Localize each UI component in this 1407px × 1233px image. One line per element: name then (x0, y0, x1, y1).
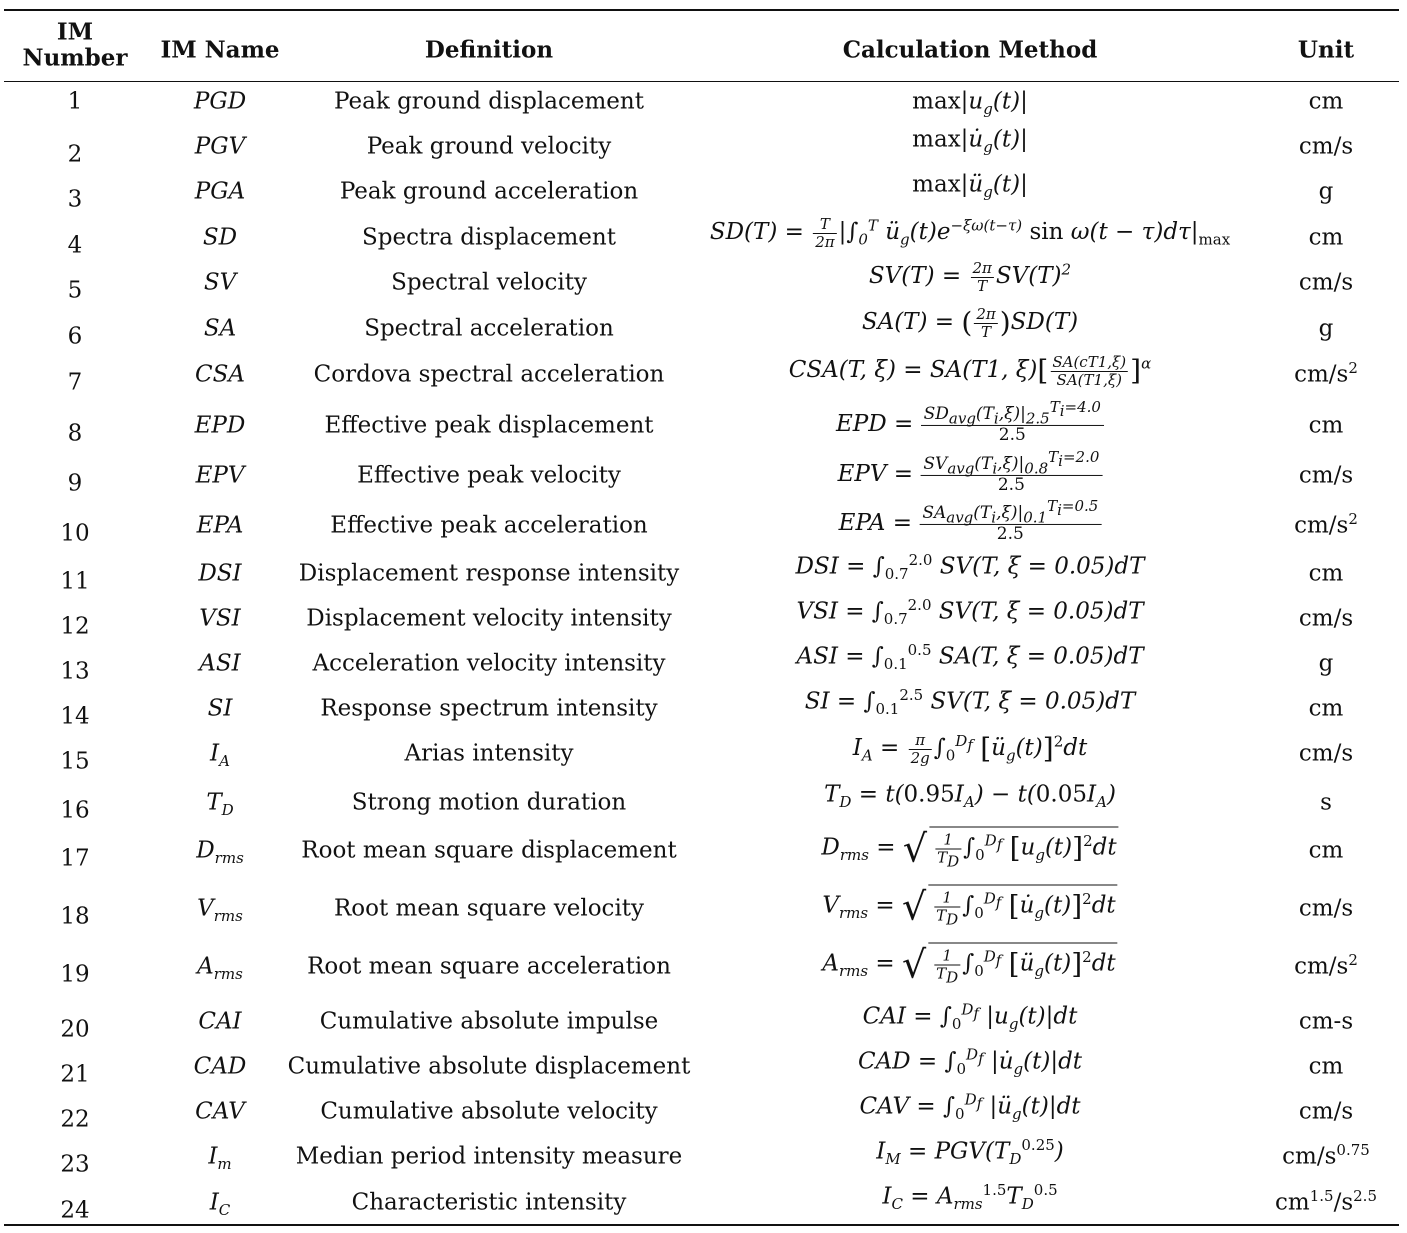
im-name: CAV (195, 1098, 245, 1125)
im-definition: Cumulative absolute velocity (320, 1098, 658, 1125)
formula-19: $A_{rms}$ = √ $\frac{1}{T_D}$ $\int_0^{D_f}$ $[ü_g(t)]^2dt$ (822, 942, 1116, 987)
im-name: SA (203, 315, 237, 342)
im-unit: cm (1308, 412, 1344, 439)
im-number: 16 (60, 797, 90, 824)
header-unit: Unit (1297, 36, 1355, 64)
im-name: PGV (194, 133, 246, 160)
im-unit: cm (1308, 224, 1344, 251)
im-unit: cm (1308, 1053, 1344, 1080)
formula-2: $\max|u̇_g(t)|$ (912, 126, 1028, 157)
im-definition: Root mean square displacement (301, 837, 677, 864)
im-name: $I_A$ (210, 740, 230, 771)
formula-5: SV(T) = $\frac{2\pi}{T}$ $SV(T)^2$ (868, 259, 1072, 295)
im-name: $T_D$ (206, 789, 234, 820)
im-name: CSA (195, 361, 245, 388)
formula-14: SI = $\int_{0.1}^{2.5}$ SV(T, ξ = 0.05)dT (804, 685, 1136, 719)
im-name: EPV (195, 462, 245, 489)
im-unit: cm/s (1298, 605, 1354, 632)
im-definition: Peak ground velocity (366, 133, 612, 160)
im-definition: Cumulative absolute impulse (319, 1008, 659, 1035)
im-definition: Displacement response intensity (298, 560, 680, 587)
im-name: SD (202, 224, 238, 251)
im-number: 23 (60, 1151, 90, 1178)
im-unit: $cm^{1.5}/s^{2.5}$ (1275, 1186, 1377, 1216)
formula-23: $I_M = PGV(T_D^{0.25})$ (876, 1135, 1064, 1169)
im-number: 1 (67, 88, 83, 115)
im-unit: cm/s (1298, 462, 1354, 489)
im-number: 5 (67, 277, 83, 304)
im-name: PGD (193, 88, 247, 115)
formula-22: CAV = $\int_0^{D_f}$ $|ü_g(t)|dt$ (859, 1090, 1081, 1124)
header-im-number (23, 20, 128, 73)
im-definition: Root mean square velocity (333, 895, 645, 922)
im-unit: cm/s (1298, 895, 1354, 922)
im-name: VSI (199, 605, 241, 632)
im-unit: cm/s (1298, 740, 1354, 767)
im-definition: Effective peak velocity (357, 462, 621, 489)
im-definition: Cumulative absolute displacement (287, 1053, 691, 1080)
formula-15: $I_A$ = $\frac{\pi}{2g}$ $\int_0^{D_f}$ $[ü_g(t)]^2dt$ (852, 731, 1088, 767)
im-definition: Characteristic intensity (351, 1189, 627, 1216)
im-unit: cm (1308, 695, 1344, 722)
formula-4: SD(T) = $\frac{T}{2\pi}$ $|\int_0^T$ $ü_g(t)e^{-\xi\omega(t-\tau)}$ $\sin \omega(t - \tau)d\tau|_{max}$ (709, 215, 1231, 251)
im-definition: Median period intensity measure (295, 1143, 683, 1170)
im-name: CAD (193, 1053, 247, 1080)
formula-8: EPD = $SD_{avg}(T_i,\xi)|_{2.5}^{T_i=4.0}$ 2.5 (836, 405, 1104, 445)
im-name: DSI (198, 560, 242, 587)
im-number: 2 (67, 141, 83, 168)
im-name: EPD (194, 412, 246, 439)
im-unit: cm/s (1298, 269, 1354, 296)
im-definition: Acceleration velocity intensity (312, 650, 666, 677)
formula-18: $V_{rms}$ = √ $\frac{1}{T_D}$ $\int_0^{D_f}$ $[u̇_g(t)]^2dt$ (822, 884, 1116, 929)
bottom-rule (4, 1224, 1399, 1226)
im-number: 22 (60, 1106, 90, 1133)
im-name: PGA (194, 178, 246, 205)
header-im-number-line2: Number (22, 45, 128, 72)
im-unit: $cm/s^2$ (1294, 358, 1358, 388)
im-number: 7 (67, 369, 83, 396)
formula-1: $\max|u_g(t)|$ (912, 88, 1028, 119)
formula-16: $T_D = t(0.95I_A) - t(0.05I_A)$ (824, 781, 1116, 812)
im-number: 20 (60, 1016, 90, 1043)
im-definition: Spectral velocity (391, 269, 587, 296)
im-definition: Effective peak acceleration (330, 512, 648, 539)
im-unit: $cm/s^2$ (1294, 950, 1358, 980)
im-number: 19 (60, 961, 90, 988)
im-definition: Peak ground displacement (334, 88, 644, 115)
formula-10: EPA = $SA_{avg}(T_i,\xi)|_{0.1}^{T_i=0.5}$ 2.5 (839, 504, 1102, 544)
im-name: SI (207, 695, 233, 722)
formula-11: DSI = $\int_{0.7}^{2.0}$ SV(T, ξ = 0.05)dT (795, 550, 1145, 584)
formula-12: VSI = $\int_{0.7}^{2.0}$ SV(T, ξ = 0.05)dT (796, 595, 1144, 629)
formula-13: ASI = $\int_{0.1}^{0.5}$ SA(T, ξ = 0.05)dT (796, 640, 1144, 674)
im-definition: Cordova spectral acceleration (313, 361, 665, 388)
im-number: 18 (60, 903, 90, 930)
im-unit: cm/s (1298, 133, 1354, 160)
im-definition: Spectral acceleration (364, 315, 614, 342)
im-number: 9 (67, 470, 83, 497)
im-definition: Strong motion duration (351, 789, 627, 816)
top-rule (4, 9, 1399, 11)
im-number: 12 (60, 613, 90, 640)
im-number: 3 (67, 186, 83, 213)
im-name: SV (203, 269, 237, 296)
im-name: $D_{rms}$ (196, 837, 244, 868)
im-number: 4 (67, 232, 83, 259)
im-unit: s (1320, 789, 1332, 816)
im-unit: $cm/s^{0.75}$ (1282, 1140, 1370, 1170)
formula-3: $\max|ü_g(t)|$ (912, 171, 1028, 202)
im-unit: cm/s (1298, 1098, 1354, 1125)
formula-24: $I_C = A_{rms}^{1.5}T_D^{0.5}$ (882, 1180, 1058, 1214)
im-unit: g (1318, 650, 1334, 677)
im-definition: Response spectrum intensity (320, 695, 658, 722)
header-im-number-line1: IM (56, 18, 94, 46)
formula-17: $D_{rms}$ = √ $\frac{1}{T_D}$ $\int_0^{D_f}$ $[u_g(t)]^2dt$ (821, 826, 1117, 871)
im-name: EPA (196, 512, 244, 539)
formula-20: CAI = $\int_0^{D_f}$ $|u_g(t)|dt$ (862, 1000, 1078, 1034)
im-number: 15 (60, 748, 90, 775)
im-definition: Peak ground acceleration (339, 178, 639, 205)
im-name: $A_{rms}$ (197, 953, 243, 984)
im-name: CAI (198, 1008, 242, 1035)
im-definition: Displacement velocity intensity (306, 605, 672, 632)
im-number: 21 (60, 1061, 90, 1088)
im-unit: cm-s (1298, 1008, 1354, 1035)
im-unit: g (1318, 315, 1334, 342)
im-number: 10 (60, 520, 90, 547)
im-number: 14 (60, 703, 90, 730)
im-number: 6 (67, 323, 83, 350)
header-im-name: IM Name (160, 36, 280, 64)
formula-9: EPV = $SV_{avg}(T_i,\xi)|_{0.8}^{T_i=2.0}$ 2.5 (838, 455, 1103, 495)
header-calculation-method: Calculation Method (842, 36, 1098, 64)
header-definition: Definition (424, 36, 554, 64)
im-unit: cm (1308, 837, 1344, 864)
header-rule (4, 81, 1399, 82)
im-number: 8 (67, 420, 83, 447)
im-unit: cm (1308, 560, 1344, 587)
im-number: 24 (60, 1197, 90, 1224)
im-name: $V_{rms}$ (197, 895, 243, 926)
im-definition: Root mean square acceleration (307, 953, 671, 980)
im-number: 17 (60, 845, 90, 872)
im-unit: g (1318, 178, 1334, 205)
formula-7: CSA(T, ξ) = SA(T1, ξ)[ $\frac{SA(cT1,\xi)}{SA(T1,\xi)}$ ]$^\alpha$ (788, 353, 1152, 389)
im-name: $I_m$ (208, 1143, 232, 1174)
im-number: 13 (60, 658, 90, 685)
im-definition: Effective peak displacement (324, 412, 654, 439)
formula-21: CAD = $\int_0^{D_f}$ $|u̇_g(t)|dt$ (857, 1045, 1083, 1079)
im-definition: Spectra displacement (362, 224, 616, 251)
im-definition: Arias intensity (404, 740, 574, 767)
im-unit: cm (1308, 88, 1344, 115)
im-unit: $cm/s^2$ (1294, 509, 1358, 539)
im-name: $I_C$ (209, 1189, 231, 1220)
im-number: 11 (60, 568, 90, 595)
im-name: ASI (199, 650, 241, 677)
formula-6: SA(T) = ( $\frac{2\pi}{T}$ )SD(T) (861, 305, 1079, 341)
